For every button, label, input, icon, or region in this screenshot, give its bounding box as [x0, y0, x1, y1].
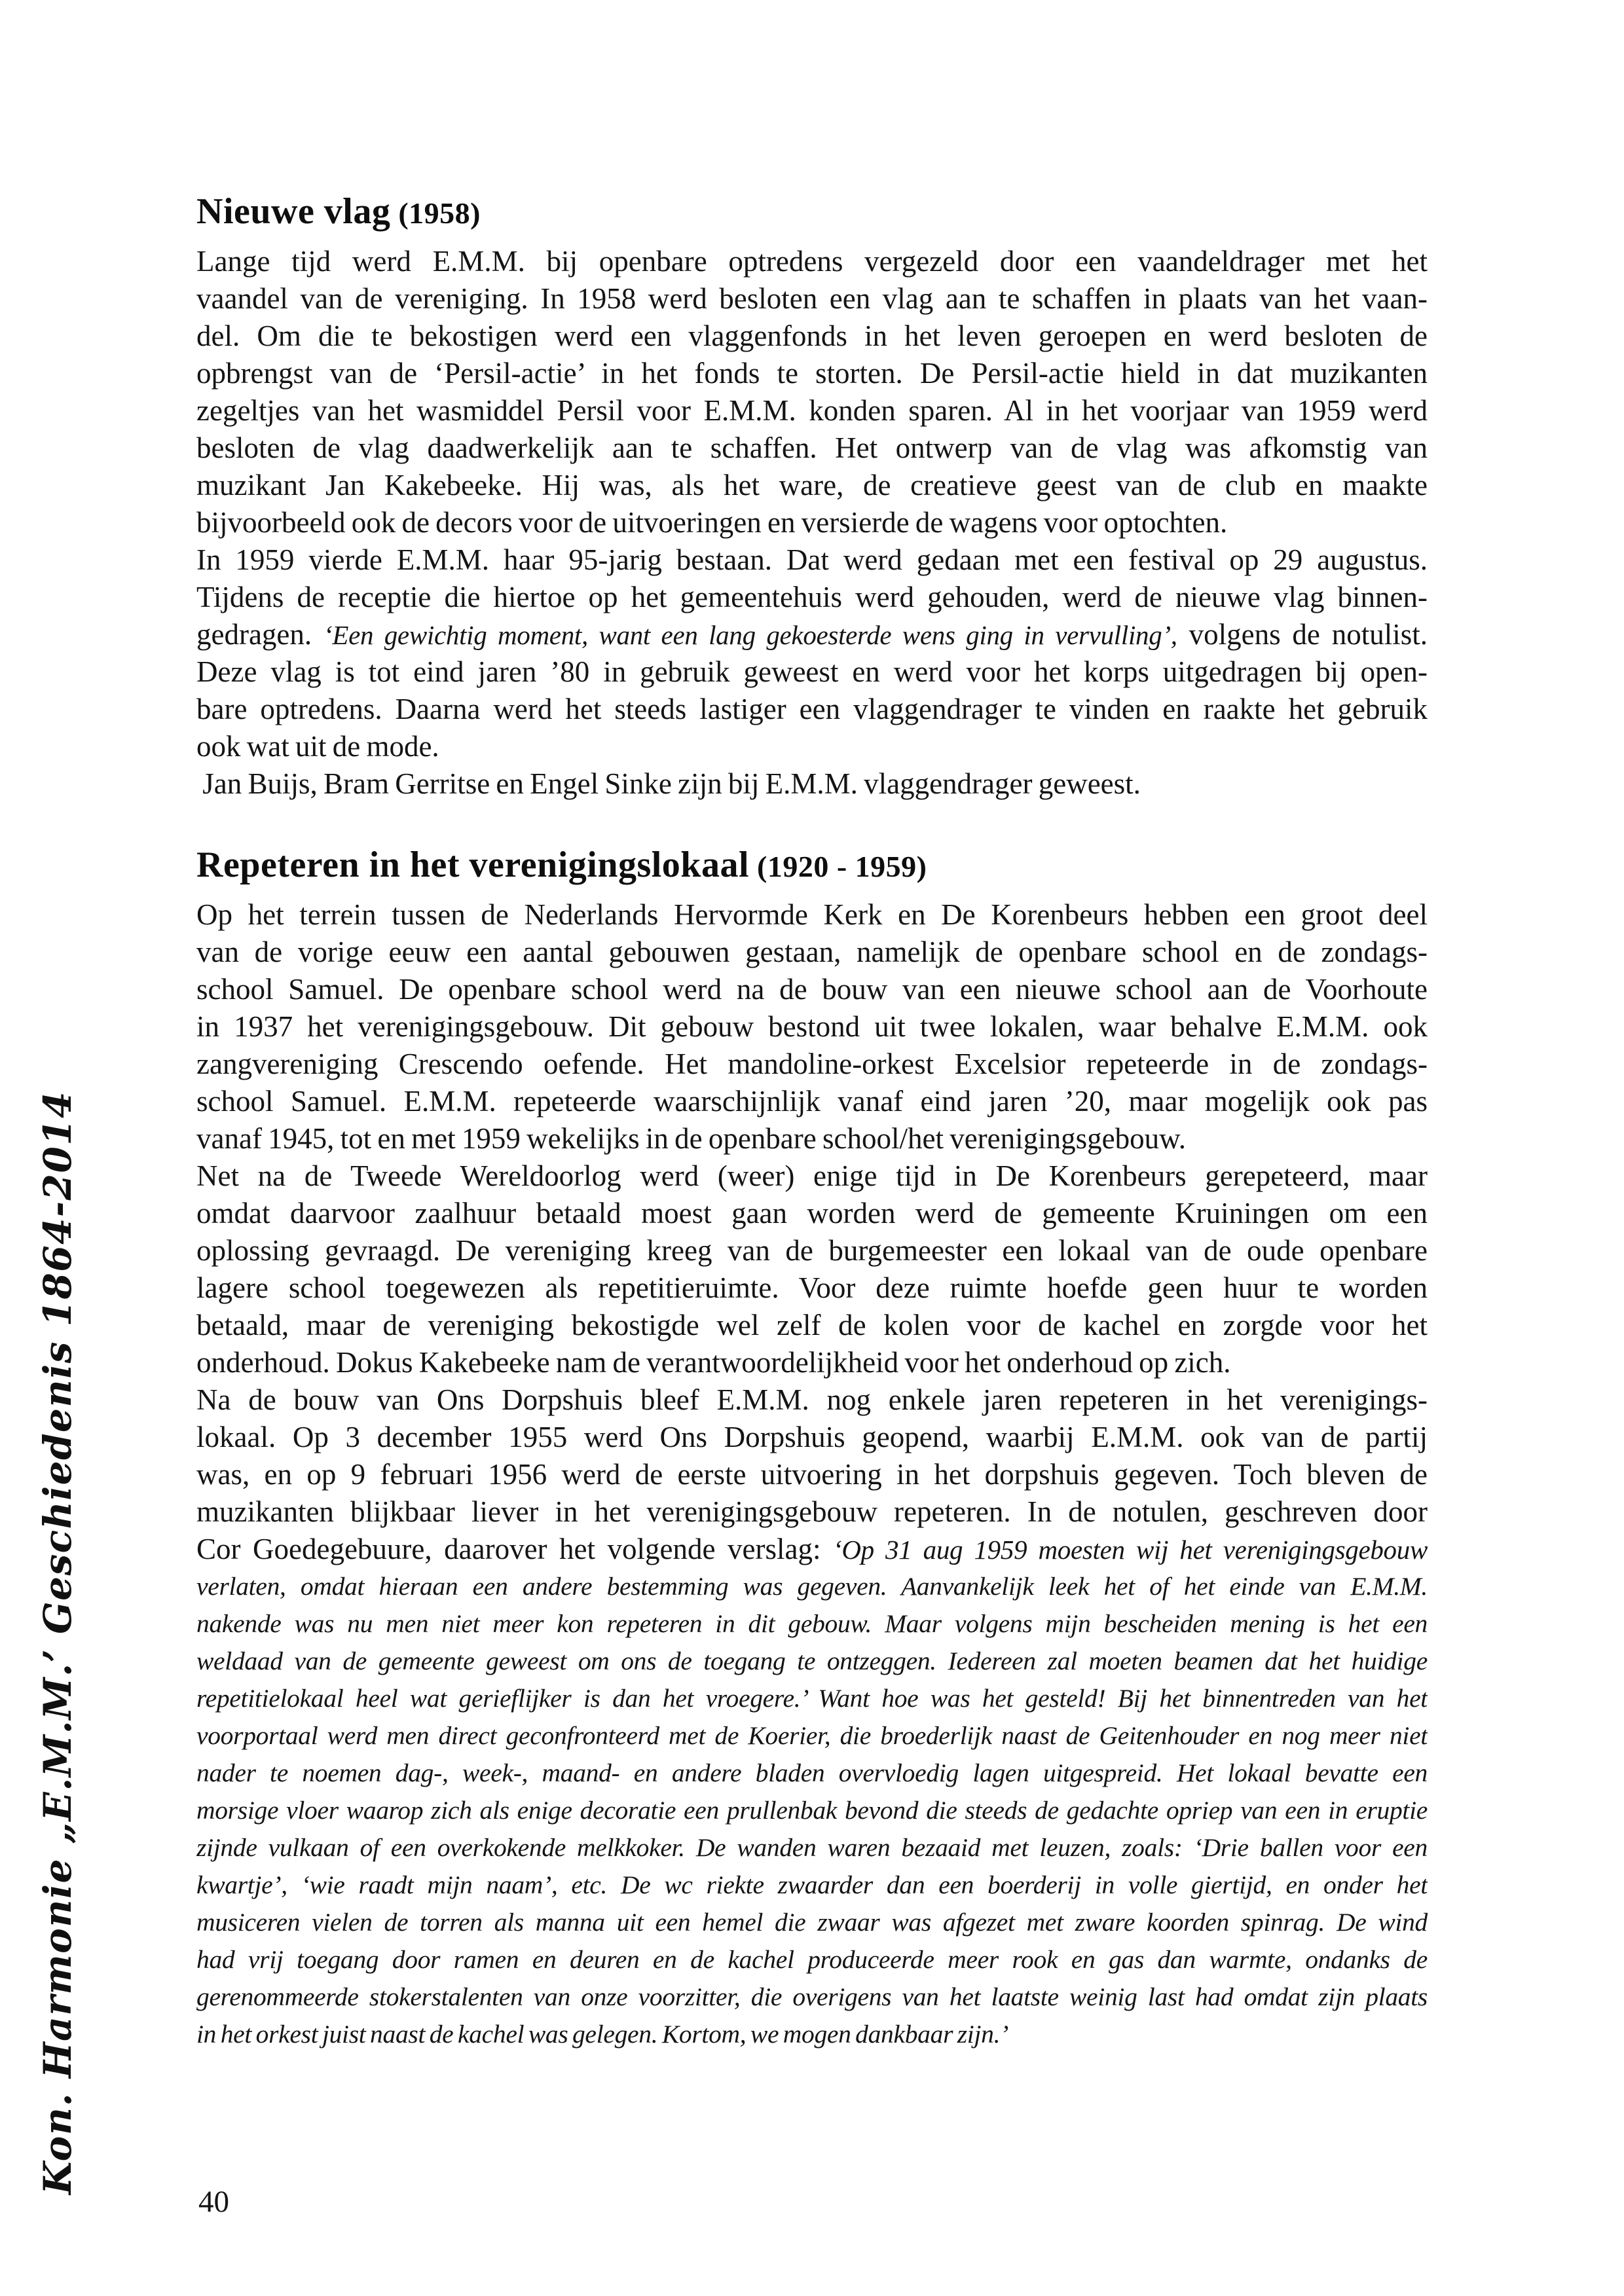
body-text: Net na de Tweede Wereldoorlog werd (weer) enige tijd in De Korenbeurs gerepeteerd, maar — [196, 1159, 1428, 1192]
text-line — [196, 1978, 1428, 2016]
text-line — [196, 1157, 1428, 1195]
body-text: in 1937 het verenigingsgebouw. Dit gebouw bestond uit twee lokalen, waar behalve E.M.M. ook — [196, 1010, 1428, 1043]
text-line — [196, 1680, 1428, 1717]
text-line — [196, 392, 1428, 429]
text-line — [196, 1493, 1428, 1531]
text-line — [196, 765, 1428, 803]
text-line — [196, 243, 1428, 280]
text-line — [196, 1643, 1428, 1680]
text-line — [196, 1531, 1428, 1568]
body-text: volgens de notulist. — [1177, 618, 1428, 651]
text-line — [196, 1941, 1428, 1978]
body-text: was, en op 9 februari 1956 werd de eerste uitvoering in het dorpshuis gegeven. Toch bleven de — [196, 1458, 1428, 1491]
text-line — [196, 318, 1428, 355]
text-line — [196, 1904, 1428, 1941]
body-text: Lange tijd werd E.M.M. bij openbare optredens vergezeld door een vaandeldrager met het — [196, 245, 1428, 278]
text-line — [196, 1867, 1428, 1904]
quote-text: had vrij toegang door ramen en deuren en de kachel produceerde meer rook en gas dan warmte, ondanks de — [196, 1945, 1428, 1974]
heading-title: Repeteren in het verenigingslokaal — [196, 845, 750, 885]
body-text: van de vorige eeuw een aantal gebouwen gestaan, namelijk de openbare school en de zondags- — [196, 936, 1428, 968]
text-line — [196, 616, 1428, 653]
quote-text: kwartje’, ‘wie raadt mijn naam’, etc. De wc riekte zwaarder dan een boerderij in volle giertijd, en onder het — [196, 1870, 1428, 1899]
text-line — [196, 1792, 1428, 1829]
body-text: bare optredens. Daarna werd het steeds lastiger een vlaggendrager te vinden en raakte het gebruik — [196, 693, 1428, 725]
text-line — [196, 691, 1428, 728]
text-line — [196, 728, 1428, 765]
body-text: del. Om die te bekostigen werd een vlaggenfonds in het leven geroepen en werd besloten de — [196, 319, 1428, 352]
text-line — [196, 467, 1428, 504]
text-line — [196, 971, 1428, 1008]
text-line — [196, 1605, 1428, 1643]
heading-period: (1958) — [390, 196, 481, 230]
quote-text: musiceren vielen de torren als manna uit een hemel die zwaar was afgezet met zware koorden spinrag. De wind — [196, 1908, 1428, 1937]
body-text: lagere school toegewezen als repetitieruimte. Voor deze ruimte hoefde geen huur te worden — [196, 1271, 1428, 1304]
quote-text: weldaad van de gemeente geweest om ons de toegang te ontzeggen. Iedereen zal moeten beamen dat het huidige — [196, 1647, 1428, 1675]
text-line — [196, 1419, 1428, 1456]
text-column — [196, 191, 1428, 2053]
body-text: Op het terrein tussen de Nederlands Hervormde Kerk en De Korenbeurs hebben een groot deel — [196, 898, 1428, 931]
quote-text: verlaten, omdat hieraan een andere bestemming was gegeven. Aanvankelijk leek het of het einde van E.M.M. — [196, 1572, 1428, 1601]
text-line — [196, 934, 1428, 971]
body-text: lokaal. Op 3 december 1955 werd Ons Dorpshuis geopend, waarbij E.M.M. ook van de partij — [196, 1421, 1428, 1453]
body-text: vaandel van de vereniging. In 1958 werd besloten een vlag aan te schaffen in plaats van het vaan- — [196, 282, 1428, 315]
body-text: onderhoud. Dokus Kakebeeke nam de verantwoordelijkheid voor het onderhoud op zich. — [196, 1346, 1231, 1379]
heading-period: (1920 - 1959) — [749, 850, 927, 883]
text-line — [196, 1717, 1428, 1755]
body-text: muzikanten blijkbaar liever in het verenigingsgebouw repeteren. In de notulen, geschreven door — [196, 1495, 1428, 1528]
text-line — [196, 355, 1428, 392]
body-text: Jan Buijs, Bram Gerritse en Engel Sinke zijn bij E.M.M. vlaggendrager geweest. — [196, 767, 1141, 800]
text-line — [196, 896, 1428, 934]
text-line — [196, 1344, 1428, 1381]
body-text: opbrengst van de ‘Persil-actie’ in het fonds te storten. De Persil-actie hield in dat muzikanten — [196, 357, 1428, 390]
section-heading — [196, 191, 1428, 234]
body-text: ook wat uit de mode. — [196, 730, 439, 763]
quote-text: in het orkest juist naast de kachel was gelegen. Kortom, we mogen dankbaar zijn.’ — [196, 2020, 1009, 2049]
text-line — [196, 1195, 1428, 1232]
text-line — [196, 1232, 1428, 1269]
body-text: Deze vlag is tot eind jaren ’80 in gebruik geweest en werd voor het korps uitgedragen bij open- — [196, 655, 1428, 688]
body-text: zangvereniging Crescendo oefende. Het mandoline-orkest Excelsior repeteerde in de zondags- — [196, 1048, 1428, 1080]
page-number: 40 — [198, 2185, 229, 2219]
text-line — [196, 1046, 1428, 1083]
text-line — [196, 579, 1428, 616]
body-text: gedragen. — [196, 618, 323, 651]
body-text: Na de bouw van Ons Dorpshuis bleef E.M.M. nog enkele jaren repeteren in het verenigings- — [196, 1383, 1428, 1416]
text-line — [196, 1829, 1428, 1867]
text-line — [196, 1269, 1428, 1307]
body-text: betaald, maar de vereniging bekostigde wel zelf de kolen voor de kachel en zorgde voor het — [196, 1309, 1428, 1341]
quote-text: zijnde vulkaan of een overkokende melkkoker. De wanden waren bezaaid met leuzen, zoals: ‘Drie ballen voor een — [196, 1833, 1428, 1862]
text-line — [196, 429, 1428, 467]
text-line — [196, 1008, 1428, 1046]
text-line — [196, 1755, 1428, 1792]
quote-text: morsige vloer waarop zich als enige decoratie een prullenbak bevond die steeds de gedachte opriep van een in eruptie — [196, 1796, 1428, 1825]
sidebar-spine-title: Kon. Harmonie „E.M.M.’ Geschiedenis 1864-2014 — [35, 1090, 80, 2195]
body-text: vanaf 1945, tot en met 1959 wekelijks in de openbare school/het verenigingsgebouw. — [196, 1122, 1186, 1155]
body-text: school Samuel. De openbare school werd na de bouw van een nieuwe school aan de Voorhoute — [196, 973, 1428, 1006]
text-line — [196, 1568, 1428, 1605]
quote-text: repetitielokaal heel wat gerieflijker is dan het vroegere.’ Want hoe was het gesteld! Bij het binnentreden van het — [196, 1684, 1428, 1713]
body-text: zegeltjes van het wasmiddel Persil voor E.M.M. konden sparen. Al in het voorjaar van 1959 werd — [196, 394, 1428, 427]
quote-text: ‘Op 31 aug 1959 moesten wij het verenigingsgebouw — [832, 1535, 1428, 1565]
text-line — [196, 2016, 1428, 2053]
text-line — [196, 1083, 1428, 1120]
quote-text: nakende was nu men niet meer kon repeteren in dit gebouw. Maar volgens mijn bescheiden mening is het een — [196, 1609, 1428, 1638]
text-line — [196, 1120, 1428, 1157]
body-text: bijvoorbeeld ook de decors voor de uitvoeringen en versierde de wagens voor optochten. — [196, 506, 1228, 539]
heading-title: Nieuwe vlag — [196, 191, 391, 232]
text-line — [196, 541, 1428, 579]
body-text: Cor Goedegebuure, daarover het volgende verslag: — [196, 1533, 833, 1565]
quote-text: gerenommeerde stokerstalenten van onze voorzitter, die overigens van het laatste weinig last had omdat zijn plaats — [196, 1982, 1428, 2011]
text-line — [196, 280, 1428, 318]
text-line — [196, 504, 1428, 541]
text-line — [196, 1307, 1428, 1344]
text-line — [196, 653, 1428, 691]
text-line — [196, 1456, 1428, 1493]
body-text: Tijdens de receptie die hiertoe op het gemeentehuis werd gehouden, werd de nieuwe vlag binnen- — [196, 581, 1428, 613]
body-text: school Samuel. E.M.M. repeteerde waarschijnlijk vanaf eind jaren ’20, maar mogelijk ook pas — [196, 1085, 1428, 1118]
quote-text: nader te noemen dag-, week-, maand- en andere bladen overvloedig lagen uitgespreid. Het lokaal bevatte een — [196, 1758, 1428, 1787]
text-line — [196, 1381, 1428, 1419]
quote-text: ‘Een gewichtig moment, want een lang gekoesterde wens ging in vervulling’, — [323, 620, 1177, 650]
body-text: muzikant Jan Kakebeeke. Hij was, als het ware, de creatieve geest van de club en maakte — [196, 469, 1428, 501]
body-text: besloten de vlag daadwerkelijk aan te schaffen. Het ontwerp van de vlag was afkomstig van — [196, 431, 1428, 464]
body-text: omdat daarvoor zaalhuur betaald moest gaan worden werd de gemeente Kruiningen om een — [196, 1197, 1428, 1230]
body-text: In 1959 vierde E.M.M. haar 95-jarig bestaan. Dat werd gedaan met een festival op 29 augustus. — [196, 543, 1428, 576]
quote-text: voorportaal werd men direct geconfronteerd met de Koerier, die broederlijk naast de Geitenhouder en nog meer niet — [196, 1721, 1428, 1750]
body-text: oplossing gevraagd. De vereniging kreeg van de burgemeester een lokaal van de oude openbare — [196, 1234, 1428, 1267]
section-heading — [196, 845, 1428, 887]
